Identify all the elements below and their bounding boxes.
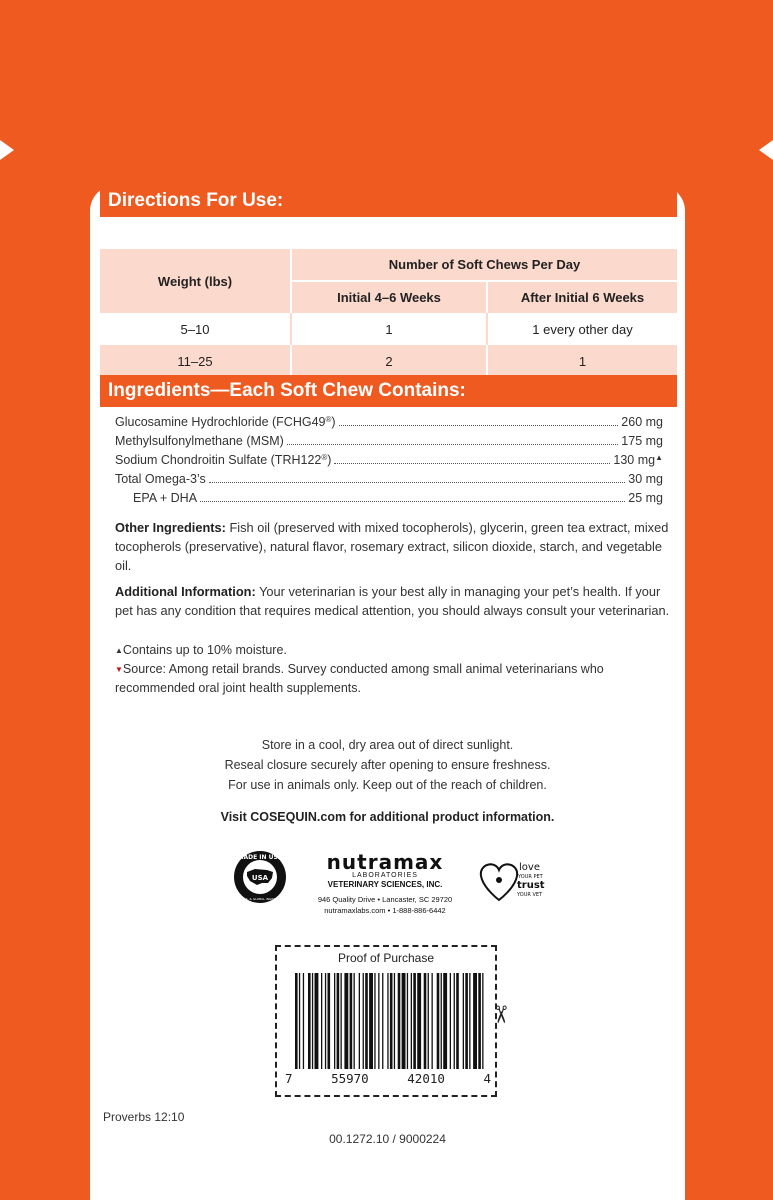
barcode-bar: [443, 973, 447, 1069]
dot-leader: [200, 501, 625, 502]
barcode-bar: [299, 973, 300, 1069]
logo-row: [90, 850, 685, 930]
made-in-usa-subtext: WITH U.S. & GLOBAL INGREDIENTS: [233, 897, 287, 901]
barcode-digit-group: 55970: [331, 1071, 369, 1086]
made-in-usa-badge-icon: [233, 850, 287, 904]
other-ingredients: [115, 518, 675, 575]
ingredients-heading: Ingredients—Each Soft Chew Contains:: [100, 375, 677, 407]
ingredient-name: EPA + DHA: [133, 491, 198, 505]
ingredient-name: Glucosamine Hydrochloride (FCHG49: [115, 415, 326, 429]
company-name: VETERINARY SCIENCES, INC.: [327, 880, 443, 889]
barcode-bar: [303, 973, 304, 1069]
barcode-bar: [325, 973, 326, 1069]
svg-text:USA: USA: [251, 874, 269, 882]
barcode-bar: [350, 973, 353, 1069]
made-in-usa-text: MADE IN USA: [237, 854, 283, 861]
barcode-bar: [441, 973, 442, 1069]
moisture-note: Contains up to 10% moisture.: [122, 643, 287, 657]
barcode-bar: [369, 973, 373, 1069]
source-note: Source: Among retail brands. Survey conducted among small animal veterinarians who recommended oral joint health supplements.: [115, 662, 604, 695]
your-vet-text: YOUR VET: [517, 892, 543, 898]
ingredients-list: [115, 415, 663, 510]
ingredient-row: [115, 453, 663, 472]
ingredient-row: [115, 434, 663, 453]
barcode-bar: [437, 973, 440, 1069]
dot-leader: [209, 482, 625, 483]
barcode-bar: [398, 973, 401, 1069]
barcode-bar: [413, 973, 416, 1069]
cell-initial: 1: [291, 313, 487, 345]
ingredient-row: [115, 491, 663, 510]
table-row: [100, 345, 677, 377]
col-weight-header: Weight (lbs): [100, 249, 291, 313]
cell-after: 1: [487, 345, 677, 377]
directions-heading: Directions For Use:: [100, 185, 677, 217]
barcode-bar: [417, 973, 421, 1069]
company-address: 946 Quality Drive • Lancaster, SC 29720: [317, 895, 453, 904]
barcode-bar: [344, 973, 348, 1069]
proof-of-purchase-label: Proof of Purchase: [337, 951, 435, 965]
cell-weight: 5–10: [100, 313, 291, 345]
product-code: 00.1272.10 / 9000224: [329, 1132, 446, 1146]
barcode-bar: [411, 973, 412, 1069]
barcode-digit-group: 42010: [407, 1071, 445, 1086]
registered-mark: ®: [321, 453, 328, 462]
triangle-up-icon: ▲: [115, 646, 123, 655]
ingredient-amount: 30 mg: [628, 472, 663, 486]
barcode-bar: [482, 973, 483, 1069]
company-contact: nutramaxlabs.com • 1-888-886-6442: [324, 906, 446, 915]
ingredient-name: Methylsulfonylmethane (MSM): [115, 434, 284, 448]
table-row: [100, 313, 677, 345]
proverbs-reference: Proverbs 12:10: [103, 1110, 185, 1124]
ingredient-amount: 260 mg: [621, 415, 663, 429]
barcode-bar: [365, 973, 368, 1069]
barcode-bar: [312, 973, 313, 1069]
barcode-bar: [469, 973, 470, 1069]
barcode-bar: [473, 973, 477, 1069]
barcode-bar: [428, 973, 429, 1069]
scissors-icon: ✂: [486, 1004, 514, 1025]
additional-info-label: Additional Information:: [115, 584, 256, 599]
nutramax-labs: LABORATORIES: [352, 872, 418, 879]
barcode-digit-group: 4: [483, 1071, 491, 1086]
barcode-bar: [328, 973, 331, 1069]
barcode-digit-group: 7: [285, 1071, 293, 1086]
ingredient-row: [115, 472, 663, 491]
barcode-bar: [456, 973, 459, 1069]
col-after-header: After Initial 6 Weeks: [487, 281, 677, 313]
barcode-bar: [359, 973, 360, 1069]
col-initial-header: Initial 4–6 Weeks: [291, 281, 487, 313]
storage-line: Store in a cool, dry area out of direct sunlight.: [261, 738, 514, 752]
additional-info-text: Your veterinarian is your best ally in managing your pet’s health. If your pet has any condition that requires medical attention, you should always consult your veterinarian.: [115, 584, 670, 618]
ingredient-amount: 130 mg: [613, 453, 656, 467]
footnotes: [115, 641, 675, 698]
registered-mark: ®: [325, 415, 332, 424]
barcode-bar: [432, 973, 433, 1069]
barcode-bar: [450, 973, 451, 1069]
love-text: love: [519, 862, 540, 873]
barcode-bar: [308, 973, 311, 1069]
barcode-bar: [387, 973, 388, 1069]
paren-close: ): [331, 415, 336, 429]
barcode-bar: [478, 973, 481, 1069]
barcode-bar: [394, 973, 395, 1069]
storage-line: For use in animals only. Keep out of the reach of children.: [228, 778, 547, 792]
triangle-down-icon: ▼: [115, 665, 123, 674]
barcode-bar: [390, 973, 393, 1069]
nutramax-brand: nutramax: [326, 850, 444, 874]
moisture-note-mark: ▲: [655, 453, 663, 462]
dot-leader: [287, 444, 618, 445]
ingredient-name: Total Omega-3’s: [115, 472, 206, 486]
trust-text: trust: [517, 880, 545, 891]
other-ingredients-text: Fish oil (preserved with mixed tocopherols), glycerin, green tea extract, mixed tocopherols (preservative), natural flavor, rosemary extract, silicon dioxide, starch, and vegetable oil.: [115, 520, 669, 573]
barcode-bar: [295, 973, 298, 1069]
proof-of-purchase-box[interactable]: [275, 945, 497, 1097]
barcode-digits: [285, 1071, 491, 1086]
ingredient-amount: 175 mg: [621, 434, 663, 448]
cell-after: 1 every other day: [487, 313, 677, 345]
your-pet-text: YOUR PET: [518, 874, 543, 880]
col-group-header: Number of Soft Chews Per Day: [291, 249, 677, 281]
label-panel: [90, 185, 685, 1200]
barcode-bar: [363, 973, 364, 1069]
barcode-bar: [463, 973, 464, 1069]
additional-information: [115, 582, 675, 620]
ingredient-row: [115, 415, 663, 434]
barcode-bar: [402, 973, 406, 1069]
barcode-bar: [382, 973, 383, 1069]
barcode-bar: [465, 973, 468, 1069]
barcode-bar: [424, 973, 427, 1069]
barcode-bar: [374, 973, 375, 1069]
cell-weight: 11–25: [100, 345, 291, 377]
barcode-bar: [321, 973, 322, 1069]
barcode-bar: [407, 973, 408, 1069]
love-trust-badge-icon: [475, 856, 545, 911]
storage-instructions: [90, 735, 685, 795]
barcode-bar: [334, 973, 335, 1069]
tear-notch-left: [0, 140, 14, 160]
nutramax-logo: [310, 850, 460, 915]
barcode-bar: [354, 973, 355, 1069]
ingredient-name: Sodium Chondroitin Sulfate (TRH122: [115, 453, 322, 467]
barcode-bar: [341, 973, 342, 1069]
dot-leader: [339, 425, 619, 426]
storage-line: Reseal closure securely after opening to ensure freshness.: [224, 758, 551, 772]
barcode-bar: [378, 973, 379, 1069]
other-ingredients-label: Other Ingredients:: [115, 520, 226, 535]
barcode-bar: [337, 973, 340, 1069]
barcode: [295, 973, 487, 1069]
tear-notch-right: [759, 140, 773, 160]
cell-initial: 2: [291, 345, 487, 377]
barcode-bar: [315, 973, 319, 1069]
directions-table: [100, 249, 677, 377]
dot-leader: [334, 463, 610, 464]
paren-close: ): [327, 453, 332, 467]
visit-website-text: Visit COSEQUIN.com for additional product information.: [220, 810, 555, 824]
ingredient-amount: 25 mg: [628, 491, 663, 505]
barcode-bar: [454, 973, 455, 1069]
